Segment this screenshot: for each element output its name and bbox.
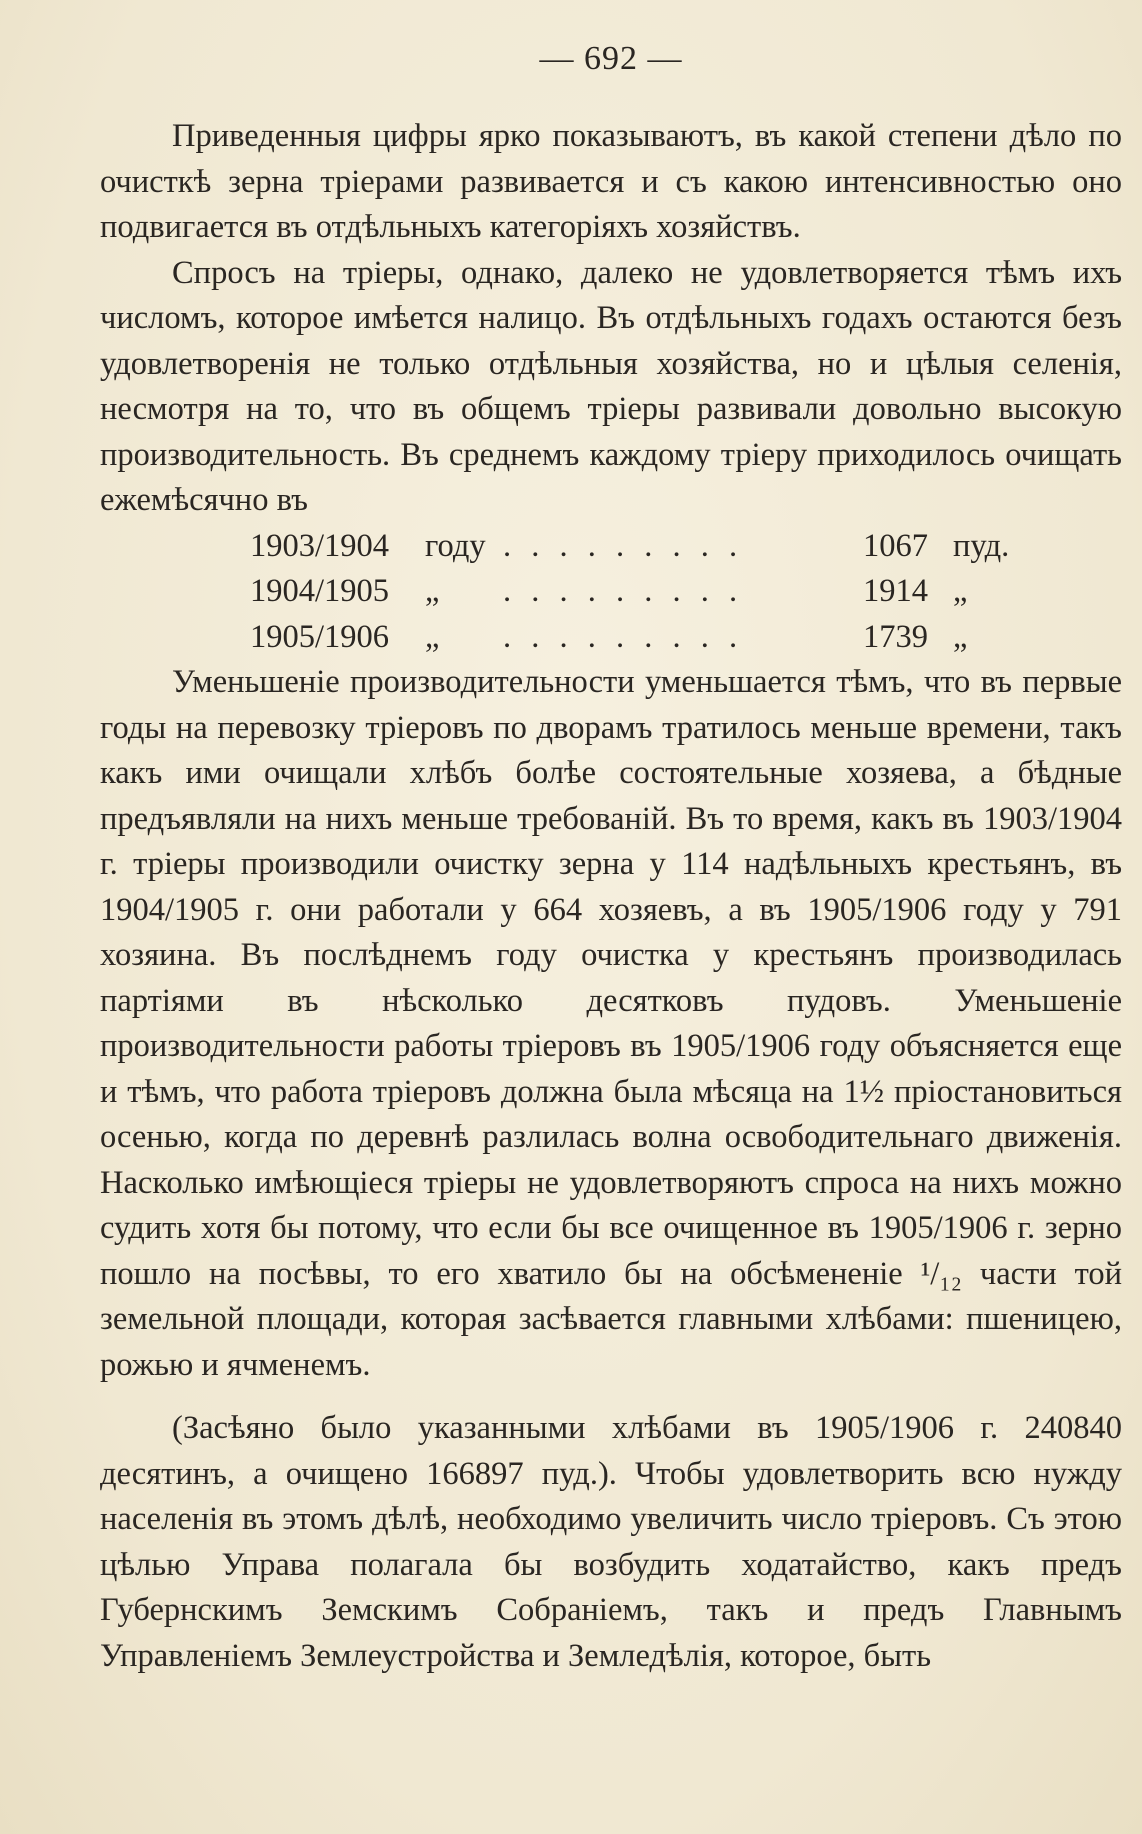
productivity-table [250,524,1100,661]
paragraph-1: Приведенныя цифры ярко показываютъ, въ какой степени дѣло по очисткѣ зерна тріерами развивается и съ какою интенсивностью оно подвигается въ отдѣльныхъ категоріяхъ хозяйствъ. [100,118,1122,245]
row-year: 1904/1905 [250,573,390,609]
body-text [100,114,1122,1679]
row-value: 1067 [863,527,928,564]
row-value: 1914 [863,573,928,609]
row-unit: „ [425,573,440,609]
table-row [250,524,1100,570]
row-unit: „ [425,618,440,655]
paragraph-3: Уменьшеніе производительности уменьшается тѣмъ, что въ первые годы на перевозку тріеровъ по дворамъ тратилось меньше времени, такъ какъ ими очищали хлѣбъ болѣе состоятельные хозяева, а бѣдные предъявляли на нихъ меньше требованій. Въ то время, какъ въ 1903/1904 г. тріеры производили очистку зерна у 114 надѣльныхъ крестьянъ, въ 1904/1905 г. они работали у 664 хозяевъ, а въ 1905/1906 году у 791 хозяина. Въ послѣднемъ году очистка у крестьянъ производилась партіями въ нѣсколько десятковъ пудовъ. Уменьшеніе производительности работы тріеровъ въ 1905/1906 году объясняется еще и тѣмъ, что работа тріеровъ должна была мѣсяца на 1½ пріостановиться осенью, когда по деревнѣ разлилась волна освободительнаго движенія. Насколько имѣющіеся тріеры не удовлетворяютъ спроса на нихъ можно судить хотя бы потому, что если бы все очищенное въ 1905/1906 г. зерно пошло на посѣвы, то его хватило бы на обсѣмененіе ¹/₁₂ части той земельной площади, которая засѣвается главными хлѣбами: пшеницею, рожью и ячменемъ. [100,664,1122,1383]
row-leader-dots: . . . . . . . . . [503,573,744,609]
paragraph-2: Спросъ на тріеры, однако, далеко не удовлетворяется тѣмъ ихъ числомъ, которое имѣется налицо. Въ отдѣльныхъ годахъ остаются безъ удовлетворенія не только отдѣльныя хозяйства, но и цѣлыя селенія, несмотря на то, что въ общемъ тріеры развивали довольно высокую производительность. Въ среднемъ каждому тріеру приходилось очищать ежемѣсячно въ [100,254,1122,518]
row-suffix: „ [953,618,968,655]
row-suffix: „ [953,573,968,609]
row-suffix: пуд. [953,527,1010,564]
page-number: — 692 — [539,40,683,77]
table-row [250,569,1100,615]
paragraph-4: (Засѣяно было указанными хлѣбами въ 1905/1906 г. 240840 десятинъ, а очищено 166897 пуд.). Чтобы удовлетворить всю нужду населенія въ этомъ дѣлѣ, необходимо увеличить число тріеровъ. Съ этою цѣлью Управа полагала бы возбудить ходатайство, какъ предъ Губернскимъ Земскимъ Собраніемъ, такъ и предъ Главнымъ Управленіемъ Землеустройства и Земледѣлія, которое, быть [100,1410,1122,1674]
row-unit: году [425,527,486,564]
table-row [250,615,1100,661]
row-value: 1739 [863,618,928,655]
row-leader-dots: . . . . . . . . . [503,527,744,564]
row-year: 1905/1906 [250,618,390,655]
row-year: 1903/1904 [250,527,390,564]
row-leader-dots: . . . . . . . . . [503,618,744,655]
